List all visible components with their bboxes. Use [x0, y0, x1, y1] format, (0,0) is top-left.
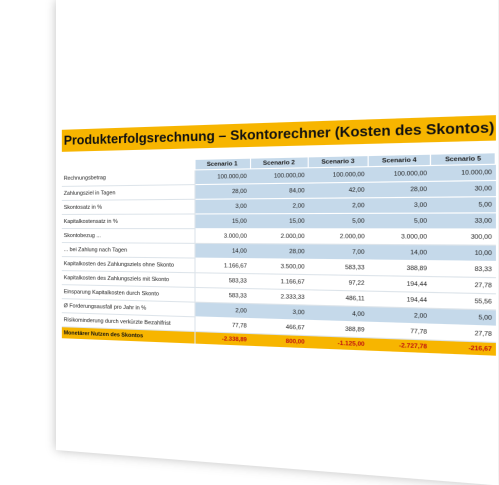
cell-value[interactable]: 100.000,00	[308, 167, 368, 183]
cell-value[interactable]: 100.000,00	[194, 169, 250, 185]
column-header: Scenario 1	[194, 158, 250, 170]
cell-value[interactable]: 2,00	[368, 307, 431, 325]
cell-value: 583,33	[308, 259, 368, 275]
cell-value[interactable]: 15,00	[250, 214, 308, 229]
cell-value: 388,89	[368, 260, 431, 277]
cell-value: 2.000,00	[308, 229, 368, 245]
cell-value[interactable]: 2,00	[308, 198, 368, 214]
total-value: -2.338,89	[194, 332, 250, 346]
cell-value[interactable]: 2,00	[250, 198, 308, 213]
row-label: Einsparung Kapitalkosten durch Skonto	[62, 285, 195, 303]
cell-value[interactable]: 5,00	[431, 197, 496, 213]
cell-value: 194,44	[368, 291, 431, 308]
cell-value[interactable]: 3,00	[250, 304, 308, 321]
total-value: 800,00	[250, 334, 308, 349]
cell-value[interactable]: 10.000,00	[431, 164, 496, 181]
cell-value[interactable]: 15,00	[194, 214, 250, 229]
total-label: Monetärer Nutzen des Skontos	[62, 327, 195, 344]
cell-value: 83,33	[431, 261, 496, 278]
title-bar	[62, 115, 496, 152]
cell-value: 194,44	[368, 276, 431, 293]
cell-value[interactable]: 100.000,00	[368, 165, 431, 182]
cell-value[interactable]: 2,00	[194, 302, 250, 318]
cell-value: 3.000,00	[368, 229, 431, 245]
cell-value[interactable]: 5,00	[368, 213, 431, 229]
cell-value[interactable]: 33,00	[431, 213, 496, 229]
cell-value: 583,33	[194, 287, 250, 303]
cell-value: 388,89	[308, 320, 368, 337]
row-label: Zahlungsziel in Tagen	[62, 185, 195, 201]
cell-value: 583,33	[194, 273, 250, 289]
cell-value: 486,11	[308, 290, 368, 307]
cell-value[interactable]: 14,00	[194, 243, 250, 258]
cell-value[interactable]: 5,00	[431, 308, 496, 326]
cell-value: 1.166,67	[194, 258, 250, 274]
cell-value[interactable]: 84,00	[250, 183, 308, 199]
cell-value[interactable]: 7,00	[308, 244, 368, 260]
cell-value: 3.500,00	[250, 259, 308, 275]
cell-value: 3.000,00	[194, 229, 250, 244]
cell-value: 97,22	[308, 275, 368, 292]
cell-value: 27,78	[431, 277, 496, 294]
total-value: -216,67	[431, 340, 496, 356]
cell-value: 27,78	[431, 324, 496, 342]
cell-value[interactable]: 42,00	[308, 182, 368, 198]
cell-value[interactable]: 28,00	[368, 181, 431, 197]
table-row	[62, 213, 496, 229]
row-label: ... bei Zahlung nach Tagen	[62, 243, 195, 259]
total-value: -1.125,00	[308, 336, 368, 351]
cell-value: 77,78	[368, 322, 431, 340]
cell-value[interactable]: 14,00	[368, 244, 431, 260]
cell-value[interactable]: 4,00	[308, 305, 368, 322]
column-header: Scenario 2	[250, 157, 308, 169]
cell-value[interactable]: 30,00	[431, 180, 496, 197]
cell-value[interactable]: 100.000,00	[250, 168, 308, 184]
document-page	[56, 0, 499, 485]
cell-value[interactable]: 3,00	[368, 197, 431, 213]
cell-value[interactable]: 28,00	[250, 244, 308, 260]
cell-value: 2.333,33	[250, 289, 308, 305]
document-preview	[56, 0, 495, 450]
column-header: Scenario 3	[308, 156, 368, 168]
cell-value: 77,78	[194, 317, 250, 334]
cell-value: 300,00	[431, 229, 496, 245]
row-label: Ø Forderungsausfall pro Jahr in %	[62, 299, 195, 317]
cell-value[interactable]: 5,00	[308, 213, 368, 229]
row-label: Rechnungsbetrag	[62, 170, 195, 187]
document-title: Produkterfolgsrechnung – Skontorechner (Kosten des Skontos)	[63, 119, 495, 148]
row-label: Skontosatz in %	[62, 199, 195, 214]
column-header: Scenario 5	[431, 153, 496, 166]
row-label: Kapitalkosten des Zahlungsziels ohne Skonto	[62, 257, 195, 273]
total-value: -2.727,78	[368, 338, 431, 353]
cell-value[interactable]: 3,00	[194, 199, 250, 214]
row-label: Risikominderung durch verkürzte Bezahlfrist	[62, 313, 195, 332]
cell-value: 466,67	[250, 319, 308, 336]
cell-value[interactable]: 10,00	[431, 245, 496, 262]
cell-value: 55,56	[431, 292, 496, 310]
cell-value[interactable]: 28,00	[194, 184, 250, 199]
skonto-table	[62, 152, 497, 356]
column-header: Scenario 4	[368, 154, 431, 167]
row-label: Kapitalkostensatz in %	[62, 214, 195, 229]
cell-value: 2.000,00	[250, 229, 308, 244]
table-row	[62, 197, 496, 215]
cell-value: 1.166,67	[250, 274, 308, 290]
row-label: Kapitalkosten des Zahlungsziels mit Skonto	[62, 271, 195, 288]
row-label: Skontobezug ...	[62, 229, 195, 244]
